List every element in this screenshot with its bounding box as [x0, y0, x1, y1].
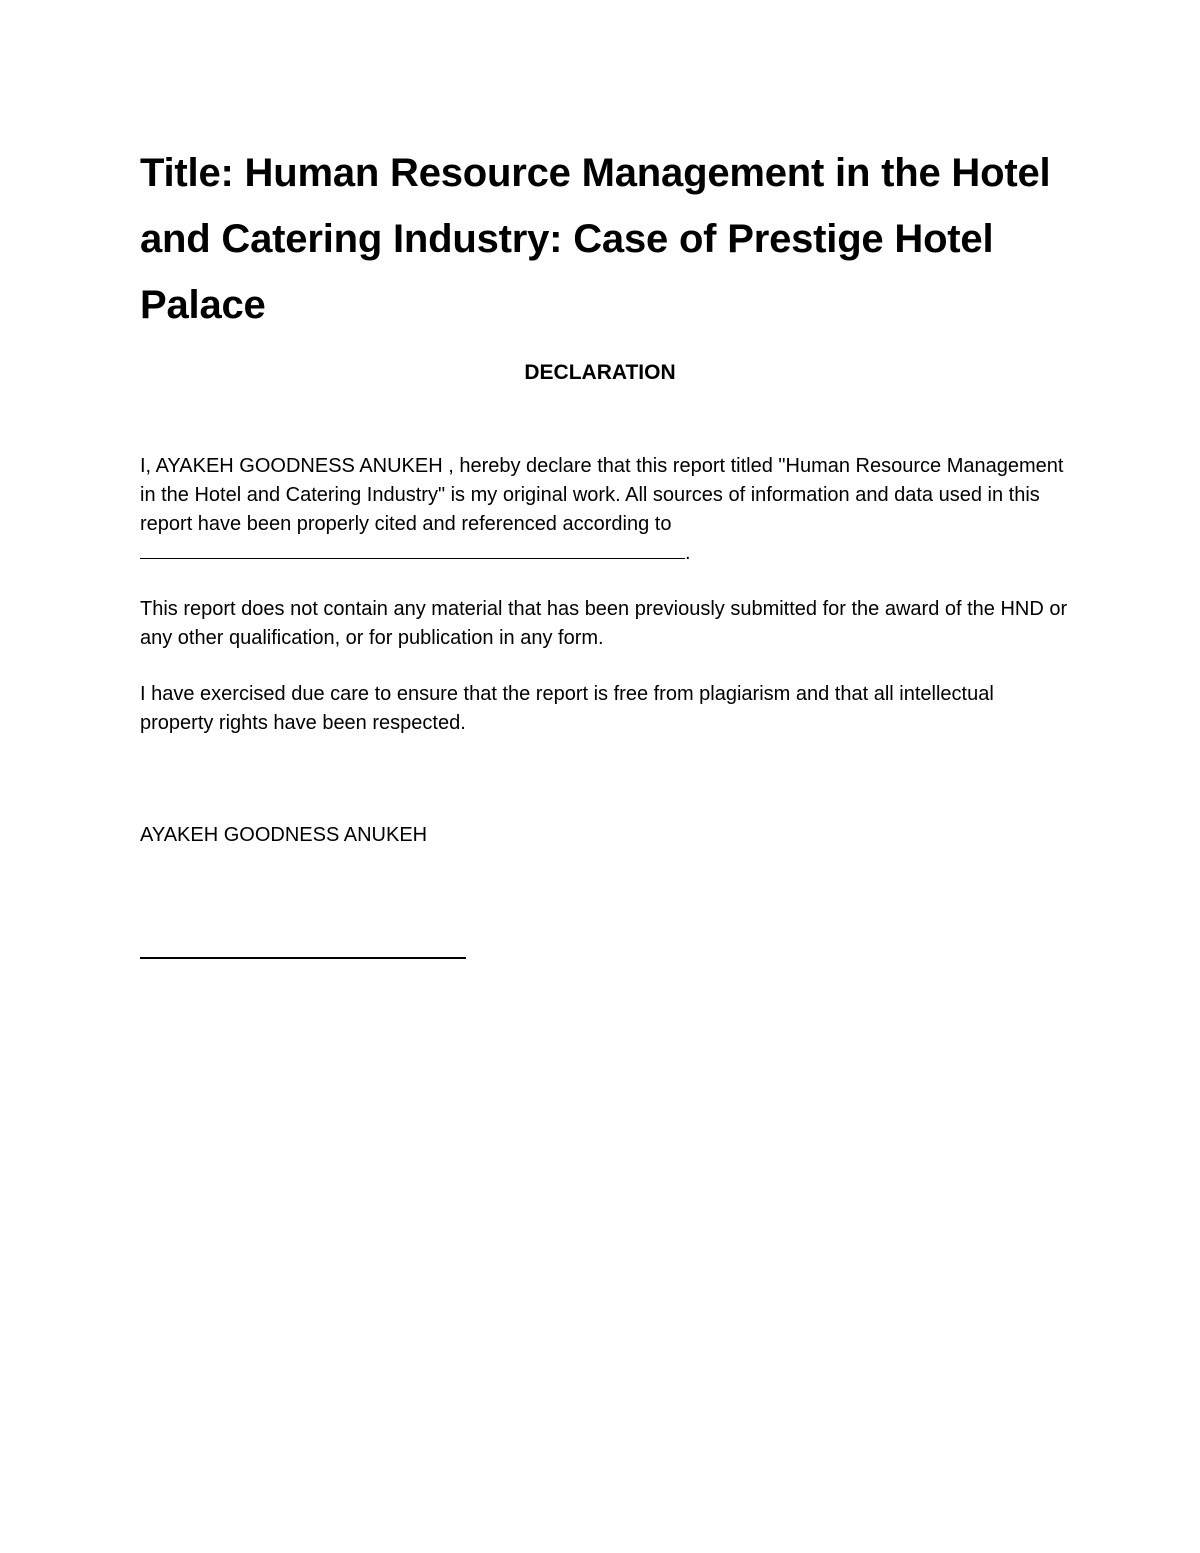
- declaration-paragraph-1: [140, 452, 1070, 568]
- signature-line: [140, 957, 466, 959]
- signer-name: AYAKEH GOODNESS ANUKEH: [140, 824, 428, 846]
- declaration-heading: DECLARATION: [524, 361, 676, 384]
- declaration-paragraph-3: I have exercised due care to ensure that the report is free from plagiarism and that all intellectual property rights have been respected.: [140, 683, 994, 734]
- citation-style-blank: [140, 558, 685, 559]
- declaration-paragraph-2: This report does not contain any material that has been previously submitted for the award of the HND or any other qualification, or for publication in any form.: [140, 598, 1068, 649]
- declaration-paragraph-1-end: .: [685, 542, 691, 564]
- document-title: Title: Human Resource Management in the Hotel and Catering Industry: Case of Prestige Hotel Palace: [140, 151, 1051, 327]
- declaration-paragraph-1-text: I, AYAKEH GOODNESS ANUKEH , hereby declare that this report titled "Human Resource Management in the Hotel and Catering Industry" is my original work. All sources of information and data used in this report have been properly cited and referenced according to: [140, 455, 1064, 535]
